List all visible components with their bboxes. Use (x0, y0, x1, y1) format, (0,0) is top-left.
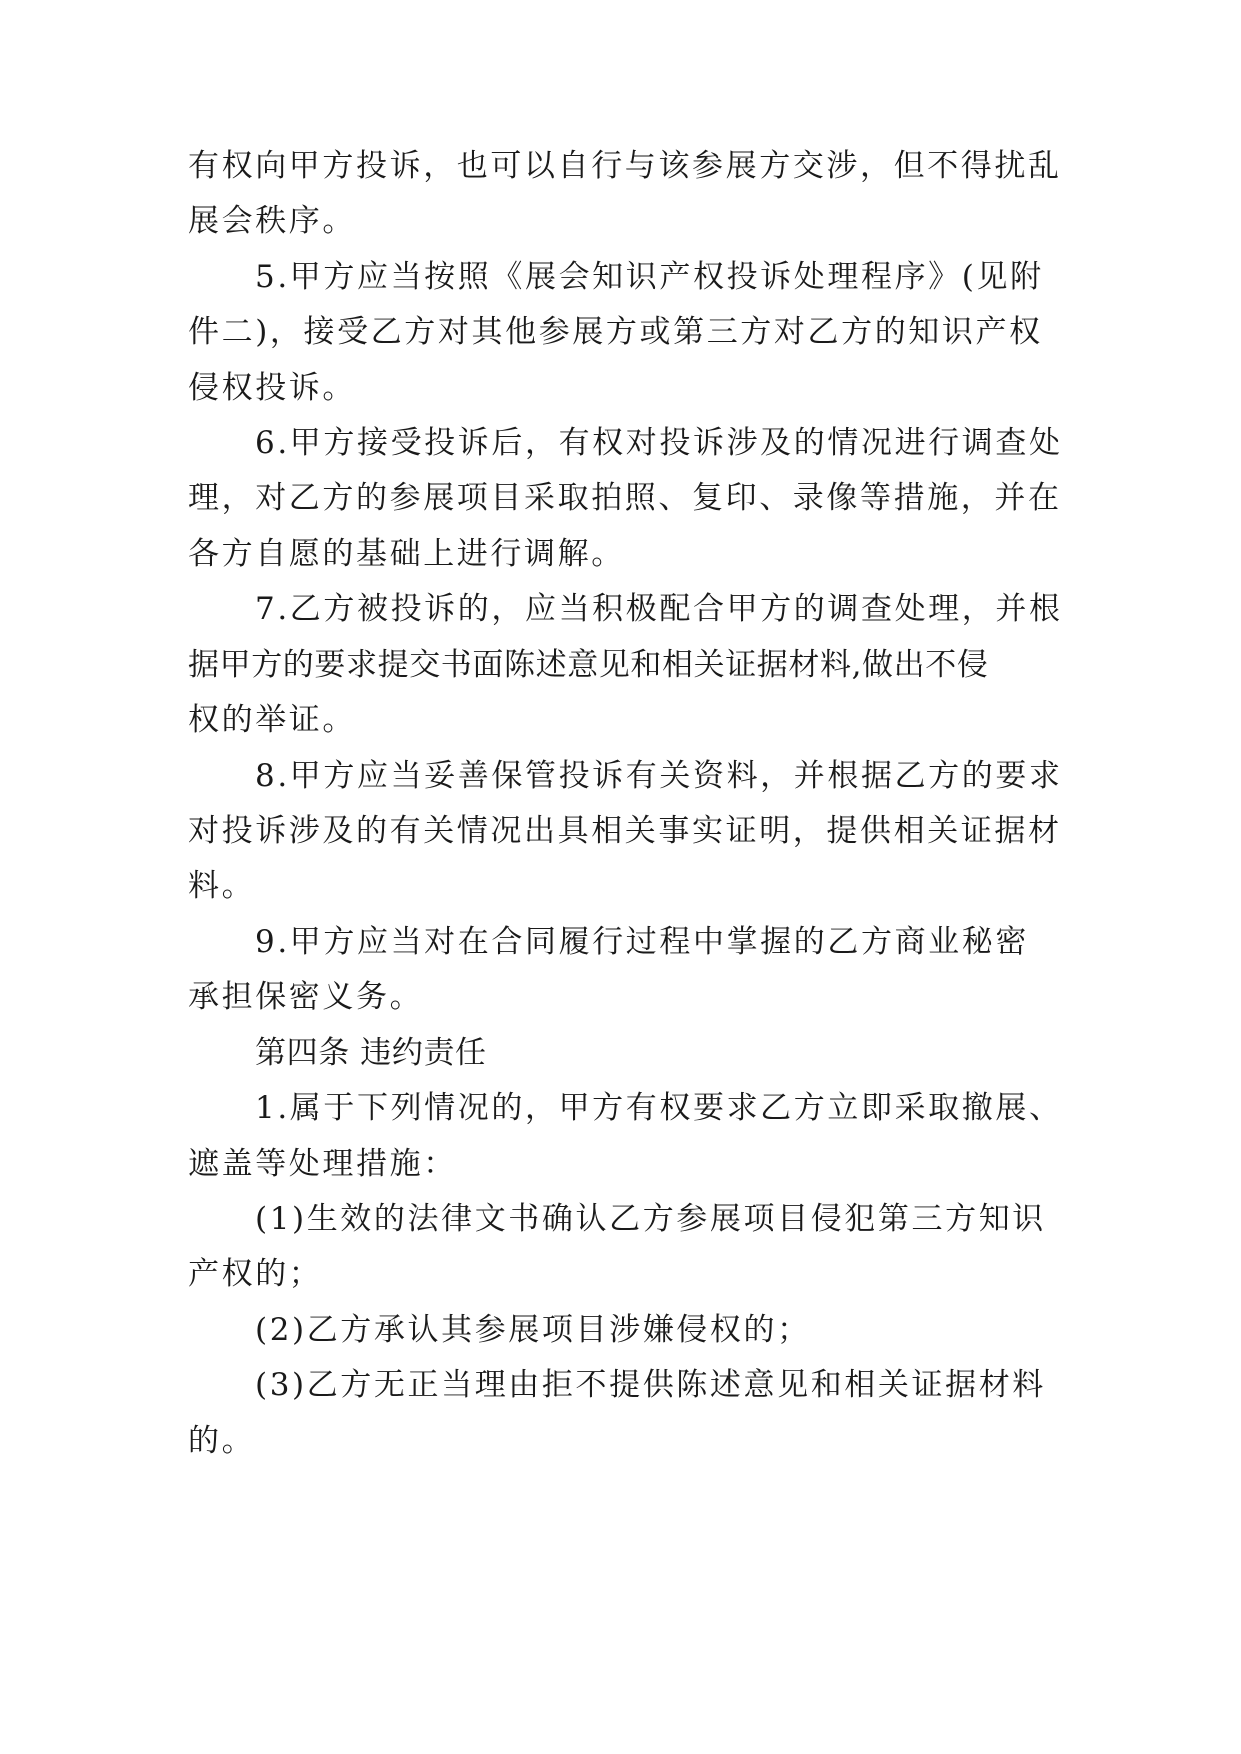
text-line: 件二)，接受乙方对其他参展方或第三方对乙方的知识产权 (188, 314, 1043, 350)
text-line: 产权的； (188, 1256, 323, 1292)
list-item-line: (3)乙方无正当理由拒不提供陈述意见和相关证据材料 (255, 1367, 1046, 1403)
text-line: 有权向甲方投诉，也可以自行与该参展方交涉，但不得扰乱 (188, 148, 1062, 184)
text-line: 各方自愿的基础上进行调解。 (188, 536, 625, 572)
list-item-line: (2)乙方承认其参展项目涉嫌侵权的； (255, 1312, 811, 1348)
list-item-line: (1)生效的法律文书确认乙方参展项目侵犯第三方知识 (255, 1201, 1046, 1237)
article-heading: 第四条 违约责任 (255, 1035, 487, 1071)
paragraph-start-line: 5.甲方应当按照《展会知识产权投诉处理程序》(见附 (255, 259, 1044, 295)
paragraph-start-line: 6.甲方接受投诉后，有权对投诉涉及的情况进行调查处 (255, 425, 1063, 461)
paragraph-start-line: 9.甲方应当对在合同履行过程中掌握的乙方商业秘密 (255, 924, 1029, 960)
text-line: 承担保密义务。 (188, 979, 424, 1015)
text-line: 遮盖等处理措施： (188, 1146, 457, 1182)
text-line: 展会秩序。 (188, 203, 356, 239)
text-line: 权的举证。 (188, 702, 356, 738)
paragraph-start-line: 8.甲方应当妥善保管投诉有关资料，并根据乙方的要求 (255, 758, 1063, 794)
paragraph-start-line: 7.乙方被投诉的，应当积极配合甲方的调查处理，并根 (255, 591, 1063, 627)
text-line: 侵权投诉。 (188, 370, 356, 406)
paragraph-start-line: 1.属于下列情况的，甲方有权要求乙方立即采取撤展、 (255, 1090, 1063, 1126)
text-line: 料。 (188, 868, 256, 904)
text-line: 理，对乙方的参展项目采取拍照、复印、录像等措施，并在 (188, 480, 1062, 516)
text-line: 的。 (188, 1423, 256, 1459)
text-line: 对投诉涉及的有关情况出具相关事实证明，提供相关证据材 (188, 813, 1062, 849)
text-line: 据甲方的要求提交书面陈述意见和相关证据材料,做出不侵 (188, 647, 989, 683)
